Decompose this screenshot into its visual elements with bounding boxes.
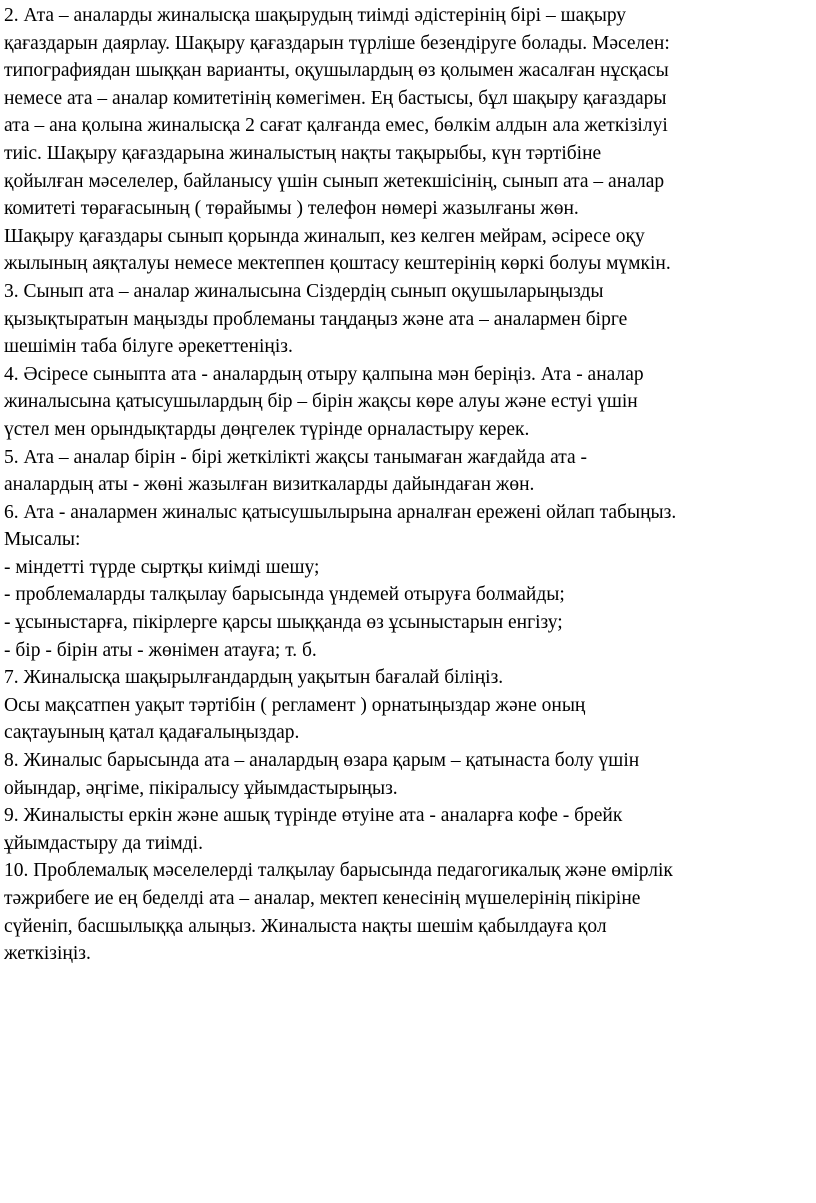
text-line: тәжрибеге ие ең беделді ата – аналар, мектеп кенесінің мүшелерінің пікіріне [4,888,641,909]
text-line: 7. Жиналысқа шақырылғандардың уақытын бағалай біліңіз. [4,667,504,689]
text-line: жеткізіңіз. [4,943,91,965]
text-line: тиіс. Шақыру қағаздарына жиналыстың нақты тақырыбы, күн тәртібіне [4,142,602,164]
text-line: қызықтыратын маңызды проблеманы таңдаңыз және ата – аналармен бірге [4,308,628,330]
text-line: - міндетті түрде сыртқы киімді шешу; [4,556,320,578]
text-line: 4. Әсіресе сыныпта ата - аналардың отыру қалпына мән беріңіз. Ата - аналар [4,363,644,385]
text-line: 2. Ата – аналарды жиналысқа шақырудың тиімді әдістерінің бірі – шақыру [4,5,627,26]
text-line: қағаздарын даярлау. Шақыру қағаздарын түрліше безендіруге болады. Мәселен: [4,32,670,54]
text-line: комитеті төрағасының ( төрайымы ) телефон нөмері жазылғаны жөн. [4,198,579,220]
text-line: 9. Жиналысты еркін және ашық түрінде өтуіне ата - аналарға кофе - брейк [4,805,623,827]
text-line: типографиядан шыққан варианты, оқушылардың өз қолымен жасалған нұсқасы [4,60,669,82]
text-line: 3. Сынып ата – аналар жиналысына Сіздердің сынып оқушыларыңызды [4,280,604,302]
text-line: үстел мен орындықтарды дөңгелек түрінде орналастыру керек. [4,418,530,440]
text-line: Мысалы: [4,529,81,551]
text-line: ұйымдастыру да тиімді. [4,832,203,854]
text-line: аналардың аты - жөні жазылған визиткаларды дайындаған жөн. [4,474,535,496]
text-line: - ұсыныстарға, пікірлерге қарсы шыққанда өз ұсыныстарын енгізу; [4,612,563,634]
document-body [4,2,812,968]
text-line: ата – ана қолына жиналысқа 2 сағат қалғанда емес, бөлкім алдын ала жеткізілуі [4,115,668,137]
text-line: 5. Ата – аналар бірін - бірі жеткілікті жақсы танымаған жағдайда ата - [4,446,588,468]
text-line: Шақыру қағаздары сынып қорында жиналып, кез келген мейрам, әсіресе оқу [4,225,645,247]
text-line: жылының аяқталуы немесе мектеппен қоштасу кештерінің көркі болуы мүмкін. [4,253,671,275]
text-line: сақтауының қатал қадағалыңыздар. [4,722,300,744]
text-line: - проблемаларды талқылау барысында үндемей отыруға болмайды; [4,584,565,606]
text-line: сүйеніп, басшылыққа алыңыз. Жиналыста нақты шешім қабылдауға қол [4,915,607,937]
text-line: 10. Проблемалық мәселелерді талқылау барысында педагогикалық және өмірлік [4,860,673,882]
text-line: 6. Ата - аналармен жиналыс қатысушылырына арналған ережені ойлап табыңыз. [4,501,677,523]
text-line: қойылған мәселелер, байланысу үшін сынып жетекшісінің, сынып ата – аналар [4,170,665,192]
text-line: жиналысына қатысушылардың бір – бірін жақсы көре алуы және естуі үшін [4,391,638,413]
text-line: Осы мақсатпен уақыт тәртібін ( регламент ) орнатыңыздар және оның [4,694,586,716]
text-line: шешімін таба білуге әрекеттеніңіз. [4,336,293,358]
text-line: ойындар, әңгіме, пікіралысу ұйымдастырыңыз. [4,777,398,799]
text-line: - бір - бірін аты - жөнімен атауға; т. б. [4,639,317,661]
text-line: 8. Жиналыс барысында ата – аналардың өзара қарым – қатынаста болу үшін [4,750,640,772]
text-line: немесе ата – аналар комитетінің көмегімен. Ең бастысы, бұл шақыру қағаздары [4,87,667,109]
